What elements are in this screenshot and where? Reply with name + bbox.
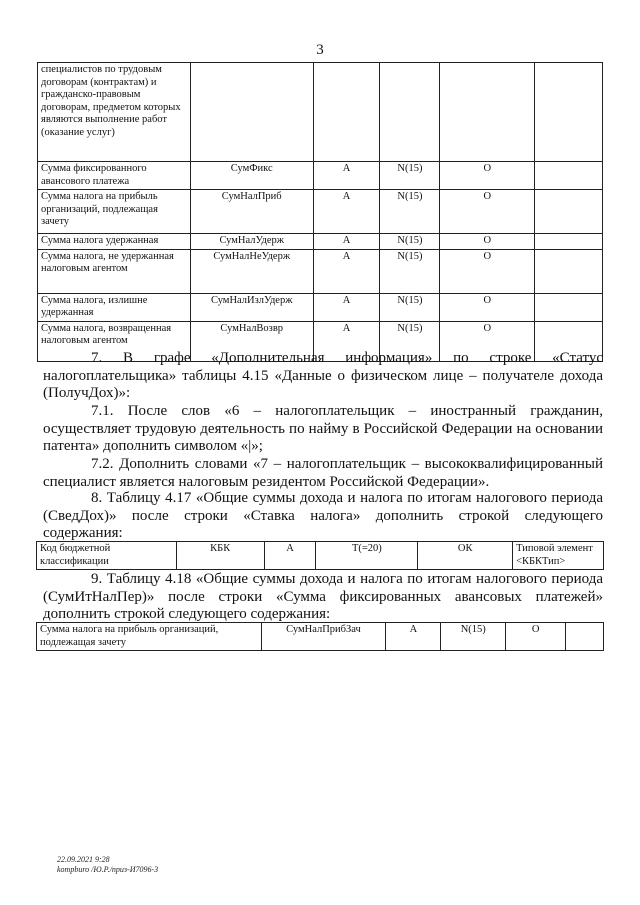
table-cell-format: N(15) bbox=[380, 249, 440, 293]
table-cell-format: N(15) bbox=[380, 293, 440, 321]
table-cell-code: КБК bbox=[176, 542, 264, 570]
table-row bbox=[38, 293, 603, 321]
table-cell-type: А bbox=[313, 249, 380, 293]
table-row bbox=[37, 623, 604, 651]
table-cell-info bbox=[535, 249, 603, 293]
table-row bbox=[38, 249, 603, 293]
table-cell-required: О bbox=[440, 249, 535, 293]
table-cell-format bbox=[380, 63, 440, 162]
table-cell-name: Сумма налога, не удержанная налоговым агентом bbox=[38, 249, 191, 293]
table-cell-code: СумНалУдерж bbox=[190, 234, 313, 250]
table-cell-name: Сумма налога удержанная bbox=[38, 234, 191, 250]
table-cell-code bbox=[190, 63, 313, 162]
table-cell-format: N(15) bbox=[380, 234, 440, 250]
table-row bbox=[38, 63, 603, 162]
table-cell-format: N(15) bbox=[380, 190, 440, 234]
table-cell-info bbox=[535, 162, 603, 190]
table-cell-required: О bbox=[440, 293, 535, 321]
table-cell-type: А bbox=[313, 321, 380, 361]
table-cell-format: T(=20) bbox=[316, 542, 418, 570]
table-cell-info bbox=[535, 234, 603, 250]
table-cell-name: специалистов по трудовым договорам (контрактам) и гражданско-правовым договорам, предметом которых являются выполнение работ (оказание услуг) bbox=[38, 63, 191, 162]
table-cell-required: ОК bbox=[418, 542, 513, 570]
table-cell-info bbox=[535, 293, 603, 321]
table-cell-type: А bbox=[313, 190, 380, 234]
page-number: 3 bbox=[316, 42, 324, 58]
table-cell-name: Сумма налога, излишне удержанная bbox=[38, 293, 191, 321]
table-cell-required: О bbox=[506, 623, 566, 651]
table-cell-required bbox=[440, 63, 535, 162]
table-cell-code: СумНалВозвр bbox=[190, 321, 313, 361]
table-row bbox=[38, 190, 603, 234]
table-cell-name: Сумма налога, возвращенная налоговым агентом bbox=[38, 321, 191, 361]
footer-path: kompburo /Ю.Р./приз-И7096-3 bbox=[57, 865, 159, 874]
table-cell-info bbox=[535, 63, 603, 162]
table-cell-info bbox=[566, 623, 604, 651]
table-cell-required: О bbox=[440, 321, 535, 361]
paragraph-9: 9. Таблицу 4.18 «Общие суммы дохода и налога по итогам налогового периода (СумИтНалПер)» после строки «Сумма фиксированных авансовых платежей» дополнить строкой следующего содержания: bbox=[43, 571, 603, 622]
table-cell-type: А bbox=[313, 162, 380, 190]
table-cell-required: О bbox=[440, 234, 535, 250]
table-cell-required: О bbox=[440, 162, 535, 190]
table-4-18-new-row bbox=[36, 622, 604, 651]
table-cell-name: Сумма налога на прибыль организаций, подлежащая зачету bbox=[38, 190, 191, 234]
table-cell-type: А bbox=[313, 234, 380, 250]
paragraph-7-1: 7.1. После слов «6 – налогоплательщик – иностранный гражданин, осуществляет трудовую деятельность по найму в Российской Федерации на основании патента» дополнить символом «|»; bbox=[43, 403, 603, 454]
table-cell-required: О bbox=[440, 190, 535, 234]
table-cell-name: Код бюджетной классификации bbox=[37, 542, 177, 570]
paragraph-8: 8. Таблицу 4.17 «Общие суммы дохода и налога по итогам налогового периода (СведДох)» после строки «Ставка налога» дополнить строкой следующего содержания: bbox=[43, 490, 603, 541]
table-cell-code: СумНалПриб bbox=[190, 190, 313, 234]
table-row bbox=[38, 234, 603, 250]
paragraph-7: 7. В графе «Дополнительная информация» по строке «Статус налогоплательщика» таблицы 4.15 «Данные о физическом лице – получателе дохода (ПолучДох)»: bbox=[43, 350, 603, 401]
table-cell-name: Сумма фиксированного авансового платежа bbox=[38, 162, 191, 190]
table-cell-name: Сумма налога на прибыль организаций, подлежащая зачету bbox=[37, 623, 262, 651]
print-footer bbox=[57, 855, 158, 875]
table-4-15-fragment bbox=[37, 62, 603, 362]
table-cell-type: А bbox=[313, 293, 380, 321]
table-cell-format: N(15) bbox=[441, 623, 506, 651]
table-cell-code: СумНалИзлУдерж bbox=[190, 293, 313, 321]
table-cell-format: N(15) bbox=[380, 162, 440, 190]
table-cell-code: СумФикс bbox=[190, 162, 313, 190]
table-4-17-new-row bbox=[36, 541, 604, 570]
table-cell-type: А bbox=[264, 542, 316, 570]
table-cell-format: N(15) bbox=[380, 321, 440, 361]
footer-timestamp: 22.09.2021 9:28 bbox=[57, 855, 110, 864]
table-cell-info: Типовой элемент <КБКТип> bbox=[513, 542, 604, 570]
table-cell-code: СумНалНеУдерж bbox=[190, 249, 313, 293]
table-row bbox=[37, 542, 604, 570]
table-cell-code: СумНалПрибЗач bbox=[261, 623, 386, 651]
table-cell-type bbox=[313, 63, 380, 162]
table-row bbox=[38, 162, 603, 190]
paragraph-7-2: 7.2. Дополнить словами «7 – налогоплательщик – высококвалифицированный специалист является налоговым резидентом Российской Федерации». bbox=[43, 456, 603, 490]
table-cell-type: А bbox=[386, 623, 441, 651]
table-cell-info bbox=[535, 190, 603, 234]
